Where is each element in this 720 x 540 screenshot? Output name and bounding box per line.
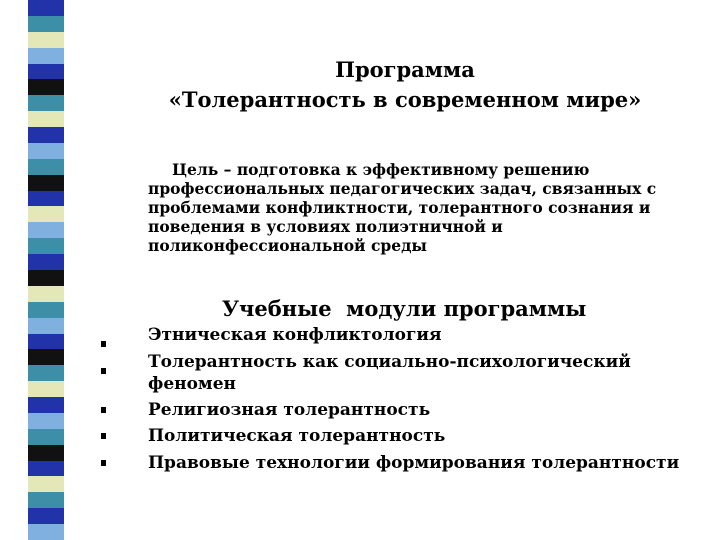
stripe-segment bbox=[28, 111, 64, 127]
bullet-icon bbox=[101, 460, 106, 466]
goal-line: профессиональных педагогических задач, связанных с bbox=[148, 179, 657, 198]
stripe-segment bbox=[28, 48, 64, 64]
module-item: Толерантность как социально-психологический bbox=[148, 352, 631, 372]
module-item: Религиозная толерантность bbox=[148, 400, 431, 420]
stripe-segment bbox=[28, 524, 64, 540]
stripe-segment bbox=[28, 445, 64, 461]
stripe-segment bbox=[28, 127, 64, 143]
goal-line: поликонфессиональной среды bbox=[148, 236, 427, 255]
program-title: Программа bbox=[335, 57, 475, 82]
stripe-segment bbox=[28, 508, 64, 524]
stripe-segment bbox=[28, 16, 64, 32]
bullet-icon bbox=[101, 341, 106, 347]
goal-line: Цель – подготовка к эффективному решению bbox=[172, 160, 590, 179]
stripe-segment bbox=[28, 191, 64, 207]
module-item-continuation: феномен bbox=[148, 374, 236, 394]
stripe-segment bbox=[28, 0, 64, 16]
decorative-color-stripe bbox=[28, 0, 64, 540]
stripe-segment bbox=[28, 381, 64, 397]
stripe-segment bbox=[28, 334, 64, 350]
stripe-segment bbox=[28, 492, 64, 508]
stripe-segment bbox=[28, 64, 64, 80]
module-item: Политическая толерантность bbox=[148, 426, 446, 446]
stripe-segment bbox=[28, 206, 64, 222]
program-name: «Толерантность в современном мире» bbox=[168, 87, 642, 112]
bullet-icon bbox=[101, 368, 106, 374]
stripe-segment bbox=[28, 397, 64, 413]
stripe-segment bbox=[28, 413, 64, 429]
stripe-segment bbox=[28, 365, 64, 381]
stripe-segment bbox=[28, 429, 64, 445]
modules-heading: Учебные модули программы bbox=[222, 296, 587, 321]
goal-line: проблемами конфликтности, толерантного сознания и bbox=[148, 198, 651, 217]
bullet-icon bbox=[101, 407, 106, 413]
module-item: Правовые технологии формирования толерантности bbox=[148, 453, 680, 473]
stripe-segment bbox=[28, 143, 64, 159]
stripe-segment bbox=[28, 95, 64, 111]
program-goal bbox=[148, 160, 708, 255]
stripe-segment bbox=[28, 270, 64, 286]
stripe-segment bbox=[28, 286, 64, 302]
stripe-segment bbox=[28, 79, 64, 95]
stripe-segment bbox=[28, 222, 64, 238]
stripe-segment bbox=[28, 476, 64, 492]
stripe-segment bbox=[28, 461, 64, 477]
stripe-segment bbox=[28, 175, 64, 191]
goal-line: поведения в условиях полиэтничной и bbox=[148, 217, 503, 236]
stripe-segment bbox=[28, 32, 64, 48]
stripe-segment bbox=[28, 159, 64, 175]
stripe-segment bbox=[28, 349, 64, 365]
stripe-segment bbox=[28, 302, 64, 318]
stripe-segment bbox=[28, 238, 64, 254]
bullet-icon bbox=[101, 433, 106, 439]
stripe-segment bbox=[28, 318, 64, 334]
stripe-segment bbox=[28, 254, 64, 270]
module-item: Этническая конфликтология bbox=[148, 325, 442, 345]
